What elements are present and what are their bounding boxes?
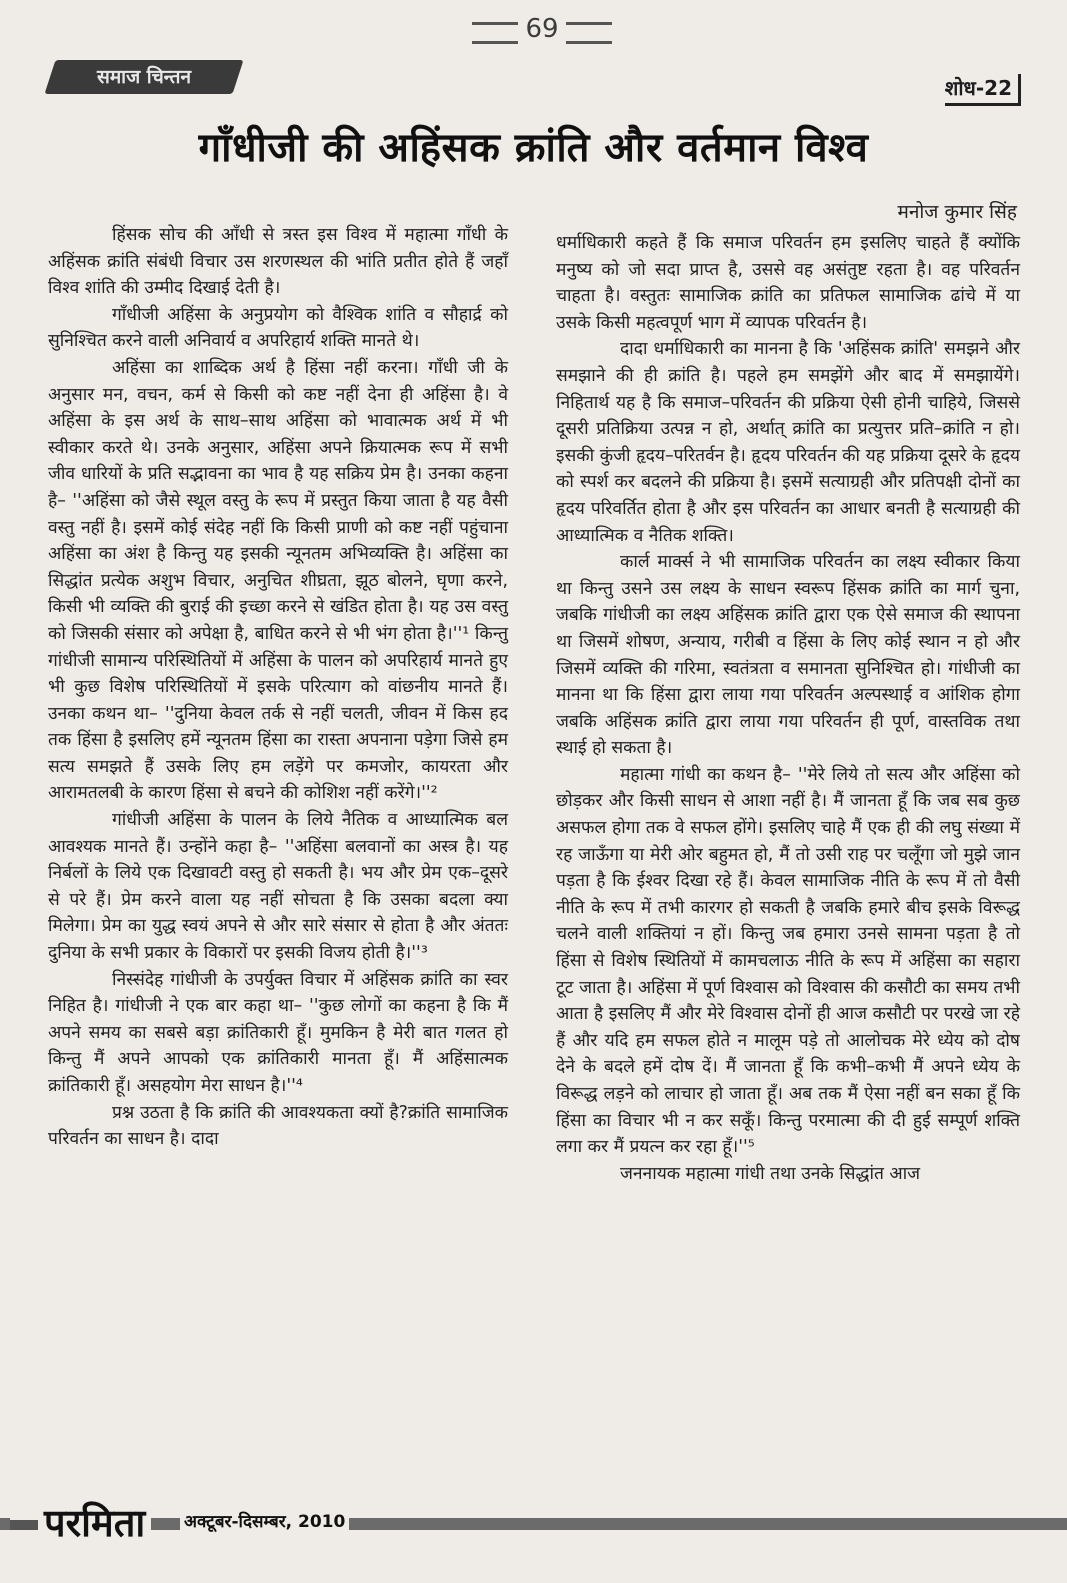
paragraph: अहिंसा का शाब्दिक अर्थ है हिंसा नहीं करना। गाँधी जी के अनुसार मन, वचन, कर्म से किसी को कष्ट नहीं देना ही अहिंसा है। वे अहिंसा के इस अर्थ के साथ–साथ अहिंसा को भावात्मक अर्थ में भी स्वीकार करते थे। उनके अनुसार, अहिंसा अपने क्रियात्मक रूप में सभी जीव धारियों के प्रति सद्भावना का भाव है यह सक्रिय प्रेम है। उनका कहना है– ''अहिंसा को जैसे स्थूल वस्तु के रूप में प्रस्तुत किया जाता है यह वैसी वस्तु नहीं है। इसमें कोई संदेह नहीं कि किसी प्राणी को कष्ट नहीं पहुंचाना अहिंसा का अंश है किन्तु यह इसकी न्यूनतम अभिव्यक्ति है। अहिंसा का सिद्धांत प्रत्येक अशुभ विचार, अनुचित शीघ्रता, झूठ बोलने, घृणा करने, किसी भी व्यक्ति की बुराई की इच्छा करने से खंडित होता है। यह उस वस्तु को जिसकी संसार को अपेक्षा है, बाधित करने से भी भंग होता है।''¹ किन्तु गांधीजी सामान्य परिस्थितियों में अहिंसा के पालन को अपरिहार्य मानते हुए भी कुछ विशेष परिस्थितियों में इसके परित्याग को वांछनीय मानते हैं। उनका कथन था– ''दुनिया केवल तर्क से नहीं चलती, जीवन में किस हद तक हिंसा है इसलिए हमें न्यूनतम हिंसा का रास्ता अपनाना पड़ेगा जिसे हम सत्य समझते हैं उसके लिए हम लड़ेंगे पर कमजोर, कायरता और आरामतलबी के कारण हिंसा से बचने की कोशिश नहीं करेंगे।''² — [48, 357, 508, 804]
magazine-logo: परमिता — [10, 1496, 151, 1548]
paragraph: प्रश्न उठता है कि क्रांति की आवश्यकता क्यों है?क्रांति सामाजिक परिवर्तन का साधन है। दादा — [48, 1102, 508, 1150]
issue-date: अक्टूबर-दिसम्बर, 2010 — [180, 1509, 349, 1532]
paragraph: हिंसक सोच की आँधी से त्रस्त इस विश्व में महात्मा गाँधी के अहिंसक क्रांति संबंधी विचार उस शरणस्थल की भांति प्रतीत होते हैं जहाँ विश्व शांति की उम्मीद दिखाई देती है। — [48, 225, 508, 299]
paragraph: दादा धर्माधिकारी का मानना है कि 'अहिंसक क्रांति' समझने और समझाने की ही क्रांति है। पहले हम समझेंगे और बाद में समझायेंगे। निहितार्थ यह है कि समाज–परिवर्तन की प्रक्रिया ऐसी होनी चाहिये, जिससे दूसरी प्रतिक्रिया उत्पन्न न हो, अर्थात् क्रांति का प्रत्युत्तर प्रति–क्रांति न हो। इसकी कुंजी हृदय–परितर्वन है। हृदय परिवर्तन की यह प्रक्रिया दूसरे के हृदय को स्पर्श कर बदलने की प्रक्रिया है। इसमें सत्याग्रही और प्रतिपक्षी दोनों का हृदय परिवर्तित होता है और इस परिवर्तन का आधार बनती है सत्याग्रही की आध्यात्मिक व नैतिक शक्ति। — [556, 339, 1020, 546]
article-title: गाँधीजी की अहिंसक क्रांति और वर्तमान विश्व — [198, 125, 869, 171]
page-number — [472, 10, 612, 52]
left-column — [48, 222, 508, 1153]
section-tag-label: समाज चिन्तन — [96, 66, 192, 88]
paragraph: निस्संदेह गांधीजी के उपर्युक्त विचार में अहिंसक क्रांति का स्वर निहित है। गांधीजी ने एक बार कहा था– ''कुछ लोगों का कहना है कि मैं अपने समय का सबसे बड़ा क्रांतिकारी हूँ। मुमकिन है मेरी बात गलत हो किन्तु मैं अपने आपको एक क्रांतिकारी मानता हूँ। मैं अहिंसात्मक क्रांतिकारी हूँ। असहयोग मेरा साधन है।''⁴ — [48, 969, 508, 1096]
author-name: मनोज कुमार सिंह — [897, 201, 1017, 223]
paragraph: महात्मा गांधी का कथन है– ''मेरे लिये तो सत्य और अहिंसा को छोड़कर और किसी साधन से आशा नहीं है। मैं जानता हूँ कि जब सब कुछ असफल होगा तक वे सफल होंगे। इसलिए चाहे मैं एक ही की लघु संख्या में रह जाऊँगा या मेरी ओर बहुमत हो, मैं तो उसी राह पर चलूँगा जो मुझे जान पड़ता है कि ईश्वर दिखा रहे हैं। केवल सामाजिक नीति के रूप में तो वैसी नीति के रूप में तभी कारगर हो सकती है जबकि हमारे बीच इसके विरूद्ध चलने वाली शक्तियां न हों। किन्तु जब हमारा उनसे सामना पड़ता है तो हिंसा से विशेष स्थितियों में कामचलाऊ नीति के रूप में अहिंसा का सहारा टूट जाता है। अहिंसा में पूर्ण विश्वास को विश्वास की कसौटी का समय तभी आता है इसलिए मैं और मेरे विश्वास दोनों ही आज कसौटी पर परखे जा रहे हैं और यदि हम सफल होते न मालूम पड़े तो आलोचक मेरे ध्येय को दोष देने के बदले हमें दोष दें। मैं जानता हूँ कि कभी–कभी मैं अपने ध्येय के विरूद्ध लड़ने को लाचार हो जाता हूँ। अब तक मैं ऐसा नहीं बन सका हूँ कि हिंसा का विचार भी न कर सकूँ। किन्तु परमात्मा की दी हुई सम्पूर्ण शक्ति लगा कर मैं प्रयत्न कर रहा हूँ।''⁵ — [556, 764, 1020, 1158]
ornament-left — [472, 22, 518, 44]
ref-code: शोध-22 — [945, 74, 1021, 106]
footer-bar — [0, 1518, 1067, 1530]
section-tag — [44, 60, 243, 94]
paragraph: गांधीजी अहिंसा के पालन के लिये नैतिक व आध्यात्मिक बल आवश्यक मानते हैं। उन्होंने कहा है– ''अहिंसा बलवानों का अस्त्र है। यह निर्बलों के लिये एक दिखावटी वस्तु हो सकती है। भय और प्रेम एक–दूसरे से परे हैं। प्रेम करने वाला यह नहीं सोचता है कि उसका बदला क्या मिलेगा। प्रेम का युद्ध स्वयं अपने से और सारे संसार से होता है और अंततः दुनिया के सभी प्रकार के विकारों पर इसकी विजय होती है।''³ — [48, 810, 508, 964]
page-number-text: 69 — [525, 14, 559, 44]
paragraph: जननायक महात्मा गांधी तथा उनके सिद्धांत आज — [620, 1163, 921, 1184]
paragraph: कार्ल मार्क्स ने भी सामाजिक परिवर्तन का लक्ष्य स्वीकार किया था किन्तु उसने उस लक्ष्य के साधन स्वरूप हिंसक क्रांति का मार्ग चुना, जबकि गांधीजी का लक्ष्य अहिंसक क्रांति द्वारा एक ऐसे समाज की स्थापना था जिसमें शोषण, अन्याय, गरीबी व हिंसा के लिए कोई स्थान न हो और जिसमें व्यक्ति की गरिमा, स्वतंत्रता व समानता सुनिश्चित हो। गांधीजी का मानना था कि हिंसा द्वारा लाया गया परिवर्तन अल्पस्थाई व आंशिक होगा जबकि अहिंसक क्रांति द्वारा लाया गया परिवर्तन ही पूर्ण, वास्तविक तथा स्थाई हो सकता है। — [556, 552, 1020, 759]
right-column — [556, 230, 1020, 1187]
ornament-right — [566, 22, 612, 44]
paragraph: धर्माधिकारी कहते हैं कि समाज परिवर्तन हम इसलिए चाहते हैं क्योंकि मनुष्य को जो सदा प्राप्त है, उससे वह असंतुष्ट रहता है। वह परिवर्तन चाहता है। वस्तुतः सामाजिक क्रांति का प्रतिफल सामाजिक ढांचे में या उसके किसी महत्वपूर्ण भाग में व्यापक परिवर्तन है। — [556, 233, 1020, 333]
paragraph: गाँधीजी अहिंसा के अनुप्रयोग को वैश्विक शांति व सौहार्द्र को सुनिश्चित करने वाली अनिवार्य व अपरिहार्य शक्ति मानते थे। — [48, 304, 508, 352]
